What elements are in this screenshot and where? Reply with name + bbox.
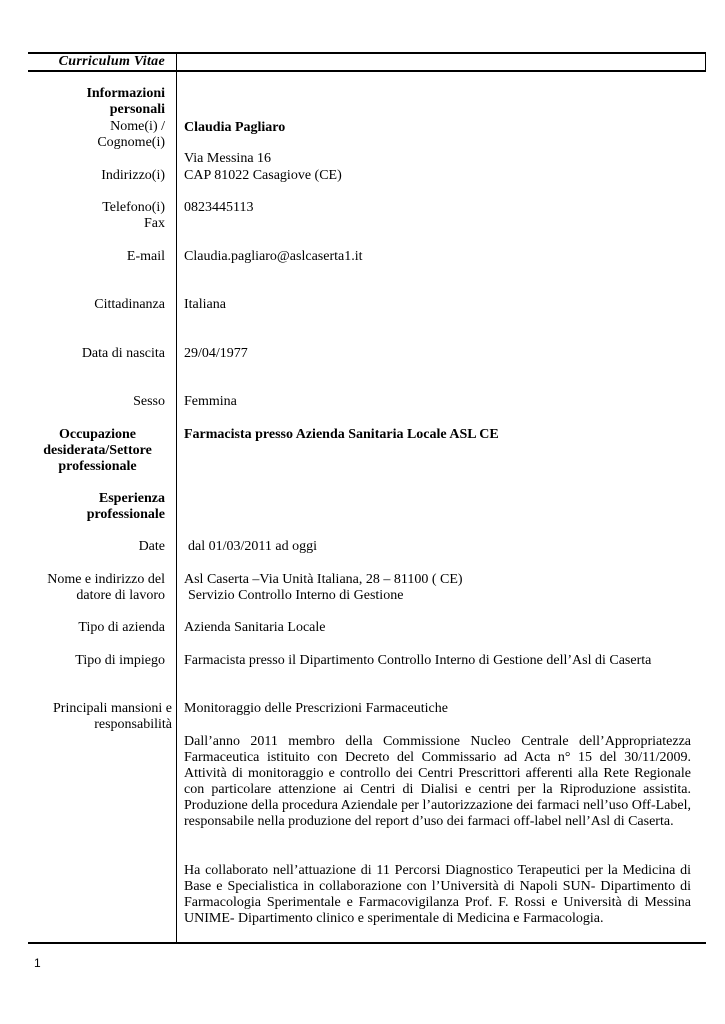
employer-line-2: Servizio Controllo Interno di Gestione [188,588,404,603]
birth-label: Data di nascita [81,346,165,361]
occupation-label: Occupazione desiderata/Settore professionale [43,427,152,474]
page-number: 1 [34,956,41,970]
duties-item-1: Monitoraggio delle Prescrizioni Farmaceutiche [184,701,448,716]
address-line-2: CAP 81022 Casagiove (CE) [184,168,342,183]
duties-paragraph-3: Ha collaborato nell’attuazione di 11 Percorsi Diagnostico Terapeutici per la Medicina di Base e Specialistica in collaborazione con l’Università di Napoli SUN- Dipartimento di Farmacologia Sperimentale e Farmacovigilanza Prof. F. Rossi e Università di Messina UNIME- Dipartimento clinico e sperimentale di Medicina e Farmacologia. [184,863,691,926]
duties-item-3 [184,863,691,927]
experience-heading: Esperienza professionale [86,491,165,522]
address-line-1: Via Messina 16 [184,151,272,166]
duties-paragraph-2: Dall’anno 2011 membro della Commissione Nucleo Centrale dell’Appropriatezza Farmaceutica istituito con Decreto del Commissario ad Acta n° 15 del 30/11/2009. Attività di monitoraggio e controllo dei Centri Prescrittori afferenti alla Rete Regionale con particolare attenzione ai Centri di Dialisi e centri per la Riproduzione assistita. Produzione della procedura Aziendale per l’autorizzazione dei farmaci nell’uso Off-Label, responsabile nella produzione del report d’uso dei farmaci off-label nell’Asl di Caserta. [184,734,691,829]
company-type-label: Tipo di azienda [78,620,165,635]
job-type-label: Tipo di impiego [75,653,165,668]
header-bottom-rule [28,70,706,72]
citizenship-label: Cittadinanza [94,297,165,312]
occupation-value: Farmacista presso Azienda Sanitaria Locale ASL CE [184,427,499,442]
phone-value: 0823445113 [184,200,254,215]
fax-label: Fax [144,216,165,231]
duties-label: Principali mansioni e responsabilità [53,701,172,732]
sex-label: Sesso [133,394,165,409]
birth-value: 29/04/1977 [184,346,248,361]
company-type-value: Azienda Sanitaria Locale [184,620,326,635]
email-label: E-mail [126,249,165,264]
phone-label: Telefono(i) [102,200,165,215]
cv-title: Curriculum Vitae [58,54,165,69]
sex-value: Femmina [184,394,237,409]
employer-line-1: Asl Caserta –Via Unità Italiana, 28 – 81100 ( CE) [184,572,463,587]
bottom-rule [28,942,706,944]
right-border [705,52,706,71]
date-label: Date [138,539,165,554]
duties-item-2 [184,734,691,830]
citizenship-value: Italiana [184,297,226,312]
personal-info-heading: Informazioni personali [86,86,165,117]
address-label: Indirizzo(i) [101,168,165,183]
email-value: Claudia.pagliaro@aslcaserta1.it [184,249,363,264]
name-value: Claudia Pagliaro [184,120,286,135]
name-label: Nome(i) / Cognome(i) [97,119,165,150]
job-type-value: Farmacista presso il Dipartimento Controllo Interno di Gestione dell’Asl di Caserta [184,653,652,668]
column-divider [176,52,177,943]
date-value: dal 01/03/2011 ad oggi [188,539,317,554]
employer-label: Nome e indirizzo del datore di lavoro [47,572,165,603]
